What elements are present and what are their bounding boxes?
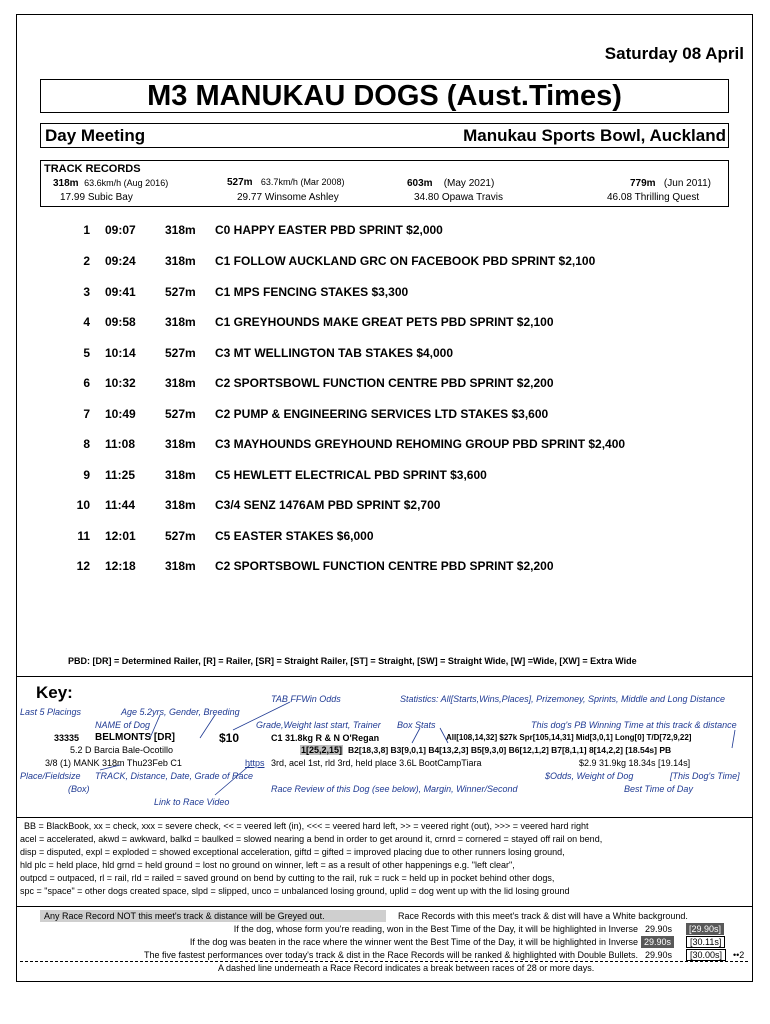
key-label-name: NAME of Dog: [95, 720, 151, 730]
sample-last5: 33335: [54, 733, 80, 743]
race-time: 11:08: [105, 437, 136, 451]
meeting-venue: Manukau Sports Bowl, Auckland: [463, 126, 726, 145]
note-inverse-time: 29.90s: [645, 924, 673, 934]
race-name: C2 SPORTSBOWL FUNCTION CENTRE PBD SPRINT $2,200: [215, 376, 554, 390]
key-label-pb: This dog's PB Winning Time at this track & distance: [531, 720, 737, 730]
sample-dog-name: BELMONTS [DR]: [95, 732, 175, 743]
race-number: 11: [77, 529, 90, 543]
track-record-time: 46.08 Thrilling Quest: [607, 192, 700, 203]
sample-odds: $10: [219, 731, 240, 745]
key-label-tab-odds: TAB FFWin Odds: [271, 694, 341, 704]
abbreviation-line: spc = "space" = other dogs created space, slpd = slipped, unco = unbalanced losing ground, uplid = dog went up with the lid losing ground: [20, 886, 570, 896]
race-number: 5: [83, 346, 90, 360]
key-label-odds-weight: $Odds, Weight of Dog: [545, 771, 634, 781]
race-name: C5 HEWLETT ELECTRICAL PBD SPRINT $3,600: [215, 468, 487, 482]
key-label-video: Link to Race Video: [154, 797, 230, 807]
page-title: M3 MANUKAU DOGS (Aust.Times): [40, 79, 729, 113]
track-record-dist: 779m (Jun 2011): [630, 178, 711, 189]
note-beaten-best: [30.11s]: [686, 936, 725, 948]
sample-review: 3rd, acel 1st, rld 3rd, held place 3.6L BootCampTiara: [271, 758, 482, 768]
key-label-last5: Last 5 Placings: [20, 707, 82, 717]
race-distance: 318m: [165, 254, 196, 268]
sample-box-highlight: 1[25,2,15]: [301, 745, 343, 755]
race-time: 12:01: [105, 529, 136, 543]
race-name: C3/4 SENZ 1476AM PBD SPRINT $2,700: [215, 498, 441, 512]
race-distance: 318m: [165, 559, 196, 573]
key-label-place: Place/Fieldsize: [20, 771, 81, 781]
race-name: C5 EASTER STAKES $6,000: [215, 529, 374, 543]
race-time: 11:44: [105, 498, 136, 512]
race-name: C1 MPS FENCING STAKES $3,300: [215, 285, 409, 299]
race-time: 11:25: [105, 468, 136, 482]
race-time: 09:58: [105, 315, 136, 329]
note-beaten-time: 29.90s: [641, 936, 674, 948]
key-label-box: (Box): [68, 784, 90, 794]
key-label-track: TRACK, Distance, Date, Grade of Race: [95, 771, 254, 781]
race-number: 12: [76, 559, 90, 573]
meeting-date: Saturday 08 April: [604, 44, 744, 63]
meeting-type: Day Meeting: [45, 126, 146, 145]
divider: [16, 906, 753, 907]
race-distance: 527m: [165, 529, 196, 543]
note-fastest-best: [30.00s]: [686, 949, 726, 961]
race-time: 10:14: [105, 346, 136, 360]
race-time: 09:07: [105, 223, 136, 237]
race-number: 9: [83, 468, 90, 482]
sample-stats: All[108,14,32] $27k Spr[105,14,31] Mid[3,0,1] Long[0] T/D[72,9,22]: [446, 733, 692, 742]
note-grey: Any Race Record NOT this meet's track & distance will be Greyed out.: [40, 910, 386, 922]
sample-run: 3/8 (1) MANK 318m Thu23Feb C1: [45, 758, 182, 768]
race-name: C2 SPORTSBOWL FUNCTION CENTRE PBD SPRINT $2,200: [215, 559, 554, 573]
arrow-icon: [100, 765, 120, 770]
race-number: 1: [83, 223, 90, 237]
arrow-icon: [150, 715, 160, 738]
note-fastest-rank: ••2: [733, 950, 745, 960]
track-record-dist: 318m 63.6km/h (Aug 2016): [53, 178, 169, 189]
key-label-box-stats: Box Stats: [397, 720, 436, 730]
key-label-grade: Grade,Weight last start, Trainer: [256, 720, 381, 730]
sample-grade-line: C1 31.8kg R & N O'Regan: [271, 733, 380, 743]
abbreviation-line: acel = accelerated, akwd = awkward, balkd = baulked = slowed nearing a bend in order to get around it, crnrd = cornered = stayed off rail on bend,: [20, 834, 603, 844]
track-record-dist: 603m (May 2021): [407, 178, 495, 189]
key-label-statistics: Statistics: All[Starts,Wins,Places], Prizemoney, Sprints, Middle and Long Distance: [400, 694, 726, 704]
note-beaten: If the dog was beaten in the race where the winner went the Best Time of the Day, it will be highlighted in Inverse: [189, 937, 638, 947]
track-record-dist: 527m 63.7km/h (Mar 2008): [227, 177, 345, 188]
race-distance: 318m: [165, 437, 196, 451]
sample-breeding: 5.2 D Barcia Bale-Ocotillo: [70, 745, 174, 755]
race-number: 8: [83, 437, 90, 451]
race-name: C3 MT WELLINGTON TAB STAKES $4,000: [215, 346, 454, 360]
key-label-age: Age 5.2yrs, Gender, Breeding: [121, 707, 240, 717]
race-number: 6: [83, 376, 90, 390]
abbreviation-line: disp = disputed, expl = exploded = showed exceptional acceleration, giftd = gifted = improved placing due to other runners losing ground,: [20, 847, 565, 857]
arrow-icon: [200, 715, 215, 738]
key-label-review: Race Review of this Dog (see below), Margin, Winner/Second: [271, 784, 518, 794]
note-fastest-time: 29.90s: [645, 950, 673, 960]
dashed-line: [20, 961, 748, 962]
key-label-best-time: Best Time of Day: [624, 784, 693, 794]
arrow-icon: [440, 728, 448, 743]
race-distance: 527m: [165, 285, 196, 299]
divider: [16, 817, 753, 818]
track-records-label: TRACK RECORDS: [44, 163, 141, 175]
race-distance: 527m: [165, 407, 196, 421]
race-time: 12:18: [105, 559, 136, 573]
pbd-legend: PBD: [DR] = Determined Railer, [R] = Railer, [SR] = Straight Railer, [ST] = Straight, [SW] = Straight Wide, [W] =Wide, [XW] = Extra Wide: [68, 656, 637, 666]
abbreviation-line: outpcd = outpaced, rl = rail, rld = railed = saved ground on bend by cutting to the rail, ruk = ruck = held up in pocket behind other dogs,: [20, 873, 555, 883]
race-name: C3 MAYHOUNDS GREYHOUND REHOMING GROUP PBD SPRINT $2,400: [215, 437, 626, 451]
race-distance: 318m: [165, 315, 196, 329]
race-distance: 318m: [165, 468, 196, 482]
arrow-icon: [215, 765, 250, 795]
arrow-icon: [732, 730, 735, 748]
race-name: C1 GREYHOUNDS MAKE GREAT PETS PBD SPRINT $2,100: [215, 315, 554, 329]
race-time: 10:32: [105, 376, 136, 390]
race-number: 10: [76, 498, 90, 512]
note-dashed: A dashed line underneath a Race Record indicates a break between races of 28 or more days.: [218, 963, 595, 973]
race-distance: 527m: [165, 346, 196, 360]
race-video-link[interactable]: https: [245, 758, 265, 768]
race-name: C0 HAPPY EASTER PBD SPRINT $2,000: [215, 223, 443, 237]
race-time: 09:24: [105, 254, 136, 268]
track-record-time: 17.99 Subic Bay: [60, 192, 133, 203]
race-name: C2 PUMP & ENGINEERING SERVICES LTD STAKES $3,600: [215, 407, 549, 421]
note-fastest: The five fastest performances over today's track & dist in the Race Records will be ranked & highlighted with Double Bullets.: [144, 950, 638, 960]
race-number: 2: [83, 254, 90, 268]
race-number: 4: [83, 315, 90, 329]
key-heading: Key:: [36, 683, 73, 702]
race-name: C1 FOLLOW AUCKLAND GRC ON FACEBOOK PBD SPRINT $2,100: [215, 254, 596, 268]
abbreviation-line: hld plc = held place, hld grnd = held ground = lost no ground on winner, left = as a result of other happenings e.g. "left clear",: [20, 860, 515, 870]
abbreviation-line: BB = BlackBook, xx = check, xxx = severe check, << = veered left (in), <<< = veered hard left, >> = veered right (out), >>> = veered hard right: [24, 821, 589, 831]
race-distance: 318m: [165, 498, 196, 512]
track-record-time: 34.80 Opawa Travis: [414, 192, 503, 203]
race-distance: 318m: [165, 223, 196, 237]
sample-result: $2.9 31.9kg 18.34s [19.14s]: [579, 758, 691, 768]
race-number: 7: [83, 407, 90, 421]
race-time: 10:49: [105, 407, 136, 421]
note-inverse: If the dog, whose form you're reading, won in the Best Time of the Day, it will be highlighted in Inverse: [233, 924, 638, 934]
arrow-icon: [233, 702, 290, 730]
key-label-this-best: [This Dog's Time]: [670, 771, 740, 781]
race-number: 3: [83, 285, 90, 299]
sample-boxes: B2[18,3,8] B3[9,0,1] B4[13,2,3] B5[9,3,0] B6[12,1,2] B7[8,1,1] 8[14,2,2] [18.54s] PB: [348, 745, 672, 755]
race-time: 09:41: [105, 285, 136, 299]
track-record-time: 29.77 Winsome Ashley: [237, 192, 339, 203]
note-inverse-best: [29.90s]: [686, 923, 724, 935]
note-white: Race Records with this meet's track & dist will have a White background.: [398, 911, 688, 921]
arrow-icon: [412, 728, 420, 743]
race-distance: 318m: [165, 376, 196, 390]
